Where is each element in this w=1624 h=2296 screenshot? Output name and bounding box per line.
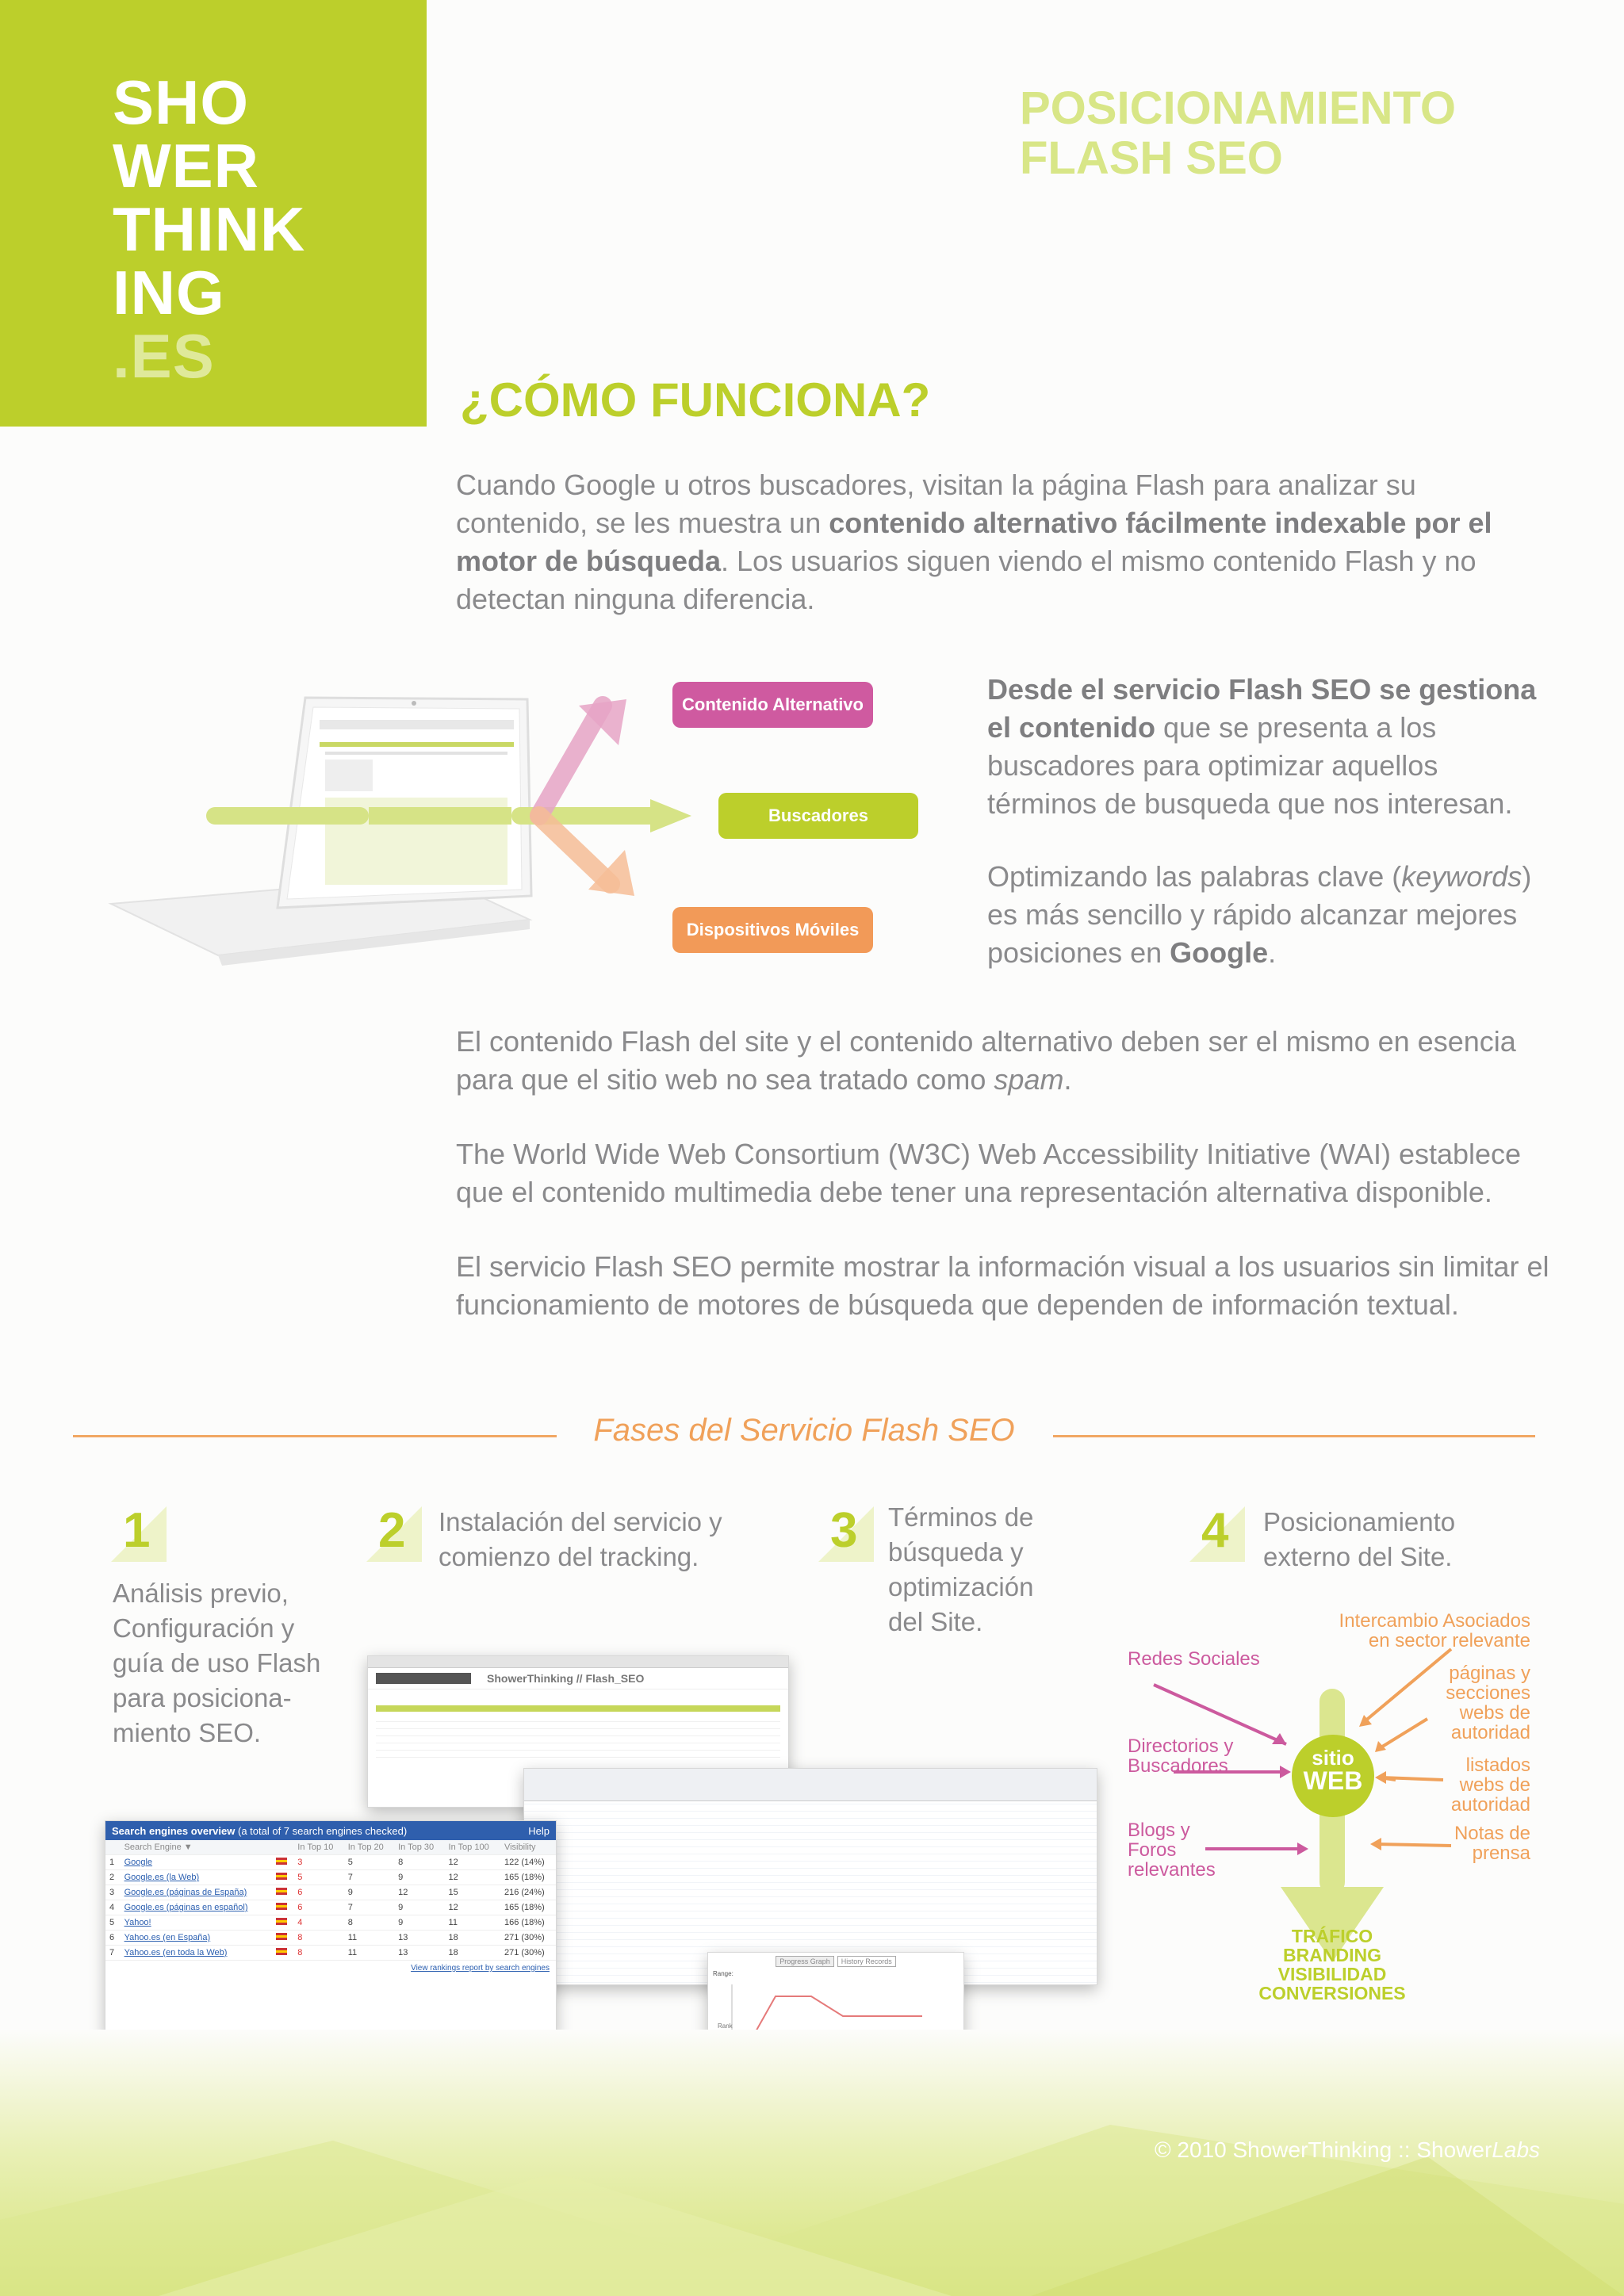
- engine-cell: 271 (30%): [500, 1931, 556, 1946]
- engine-cell: 1: [105, 1855, 121, 1870]
- engine-cell: 5: [105, 1915, 121, 1931]
- label-redes-sociales: Redes Sociales: [1128, 1648, 1260, 1670]
- engine-link[interactable]: Google: [121, 1855, 272, 1870]
- flag-icon: [272, 1931, 294, 1946]
- header-title-line1: POSICIONAMIENTO: [1020, 82, 1456, 134]
- step-2-number: 2: [378, 1503, 406, 1558]
- table-row: [105, 1931, 556, 1946]
- engine-cell: 165 (18%): [500, 1870, 556, 1885]
- engines-header-2: [272, 1840, 294, 1855]
- intro-paragraph: Cuando Google u otros buscadores, visitan la página Flash para analizar su contenido, se les muestra un contenido alternativo fácilmente indexable por el motor de búsqueda. Los usuarios siguen viendo el mismo contenido Flash y no detectan ninguna diferencia.: [456, 469, 1492, 615]
- logo-suffix: .ES: [113, 321, 215, 391]
- engine-cell: 271 (30%): [500, 1946, 556, 1961]
- pill-contenido-alternativo: Contenido Alternativo: [672, 682, 873, 728]
- body-paragraph-3: El servicio Flash SEO permite mostrar la información visual a los usuarios sin limitar el funcionamiento de motores de búsqueda que dependen de información textual.: [456, 1250, 1549, 1321]
- engine-cell: 7: [105, 1946, 121, 1961]
- engine-cell: 9: [344, 1885, 394, 1900]
- engine-cell: 5: [293, 1870, 343, 1885]
- engine-cell: 12: [445, 1855, 500, 1870]
- logo-line-2: WER: [113, 131, 259, 201]
- engines-header-7: Visibility: [500, 1840, 556, 1855]
- step-4-number: 4: [1201, 1503, 1229, 1558]
- engines-table: [105, 1840, 556, 1961]
- engine-link[interactable]: Yahoo.es (en toda la Web): [121, 1946, 272, 1961]
- label-directorios: Directorios y Buscadores: [1128, 1735, 1234, 1777]
- outcome-branding: BRANDING: [1283, 1945, 1381, 1965]
- engines-subtitle: (a total of 7 search engines checked): [237, 1824, 408, 1837]
- table-row: [105, 1870, 556, 1885]
- engine-link[interactable]: Yahoo.es (en España): [121, 1931, 272, 1946]
- label-notas: Notas de prensa: [1454, 1823, 1530, 1864]
- tab-progress-graph[interactable]: Progress Graph: [776, 1956, 834, 1967]
- step-3-text: Términos de búsqueda y optimización del Site.: [888, 1502, 1034, 1636]
- engine-cell: 7: [344, 1870, 394, 1885]
- engine-cell: 18: [445, 1946, 500, 1961]
- engine-link[interactable]: Google.es (la Web): [121, 1870, 272, 1885]
- table-row: [105, 1855, 556, 1870]
- outcome-trafico: TRÁFICO: [1291, 1926, 1373, 1946]
- engine-cell: 6: [105, 1931, 121, 1946]
- engine-cell: 15: [445, 1885, 500, 1900]
- engine-cell: 122 (14%): [500, 1855, 556, 1870]
- engine-cell: 9: [394, 1900, 444, 1915]
- engine-cell: 12: [394, 1885, 444, 1900]
- engine-cell: 2: [105, 1870, 121, 1885]
- outcome-conversiones: CONVERSIONES: [1258, 1983, 1406, 2003]
- engines-header-3: In Top 10: [293, 1840, 343, 1855]
- engine-cell: 7: [344, 1900, 394, 1915]
- divider-right: [1053, 1435, 1535, 1437]
- sitio-text: sitio: [1312, 1746, 1354, 1770]
- table-row: [105, 1915, 556, 1931]
- engines-title: Search engines overview: [112, 1824, 236, 1837]
- engine-cell: 11: [445, 1915, 500, 1931]
- flag-icon: [272, 1915, 294, 1931]
- footer-background: [0, 2030, 1624, 2296]
- engine-cell: 13: [394, 1931, 444, 1946]
- engines-header-6: In Top 100: [445, 1840, 500, 1855]
- pill-buscadores: Buscadores: [718, 793, 918, 839]
- footer-credit: © 2010 ShowerThinking :: ShowerLabs: [1155, 2137, 1541, 2162]
- engine-cell: 165 (18%): [500, 1900, 556, 1915]
- engine-cell: 13: [394, 1946, 444, 1961]
- engine-cell: 8: [293, 1931, 343, 1946]
- step-4-text: Posicionamiento externo del Site.: [1263, 1507, 1456, 1571]
- engines-header-1[interactable]: Search Engine ▼: [121, 1840, 272, 1855]
- label-blogs: Blogs y Foros relevantes: [1128, 1820, 1216, 1881]
- divider-left: [73, 1435, 557, 1437]
- flag-icon: [272, 1885, 294, 1900]
- pill-dispositivos-moviles: Dispositivos Móviles: [672, 907, 873, 953]
- engines-header-5: In Top 30: [394, 1840, 444, 1855]
- label-intercambio: Intercambio Asociados en sector relevante: [1339, 1610, 1530, 1651]
- table-row: [105, 1946, 556, 1961]
- engine-link[interactable]: Google.es (páginas de España): [121, 1885, 272, 1900]
- engine-cell: 4: [293, 1915, 343, 1931]
- engine-link[interactable]: Yahoo!: [121, 1915, 272, 1931]
- step-1-text: Análisis previo, Configuración y guía de uso Flash para posiciona-miento SEO.: [113, 1578, 321, 1747]
- engine-cell: 4: [105, 1900, 121, 1915]
- service-description: Desde el servicio Flash SEO se gestiona el contenido que se presenta a los buscadores para optimizar aquellos términos de busqueda que nos interesan.: [987, 673, 1537, 820]
- engine-cell: 18: [445, 1931, 500, 1946]
- search-engines-screenshot: [105, 1820, 557, 2036]
- sitio-web-label: [1297, 1747, 1369, 1793]
- keywords-paragraph: Optimizando las palabras clave (keywords) es más sencillo y rápido alcanzar mejores posiciones en Google.: [987, 860, 1532, 969]
- engine-cell: 11: [344, 1946, 394, 1961]
- header-title-line2: FLASH SEO: [1020, 132, 1283, 184]
- engines-footer-link[interactable]: View rankings report by search engines: [411, 1964, 550, 1973]
- engine-cell: 8: [293, 1946, 343, 1961]
- engine-cell: 9: [394, 1915, 444, 1931]
- body-paragraph-1: El contenido Flash del site y el contenido alternativo deben ser el mismo en esencia para que el sitio web no sea tratado como spam.: [456, 1025, 1516, 1096]
- engine-cell: 6: [293, 1885, 343, 1900]
- engine-cell: 8: [394, 1855, 444, 1870]
- outcome-visibilidad: VISIBILIDAD: [1277, 1964, 1387, 1984]
- engine-cell: 5: [344, 1855, 394, 1870]
- fases-title: Fases del Servicio Flash SEO: [593, 1413, 1015, 1448]
- label-paginas: páginas y secciones webs de autoridad: [1446, 1663, 1530, 1743]
- flag-icon: [272, 1946, 294, 1961]
- how-title: ¿CÓMO FUNCIONA?: [460, 373, 931, 427]
- table-row: [105, 1900, 556, 1915]
- graph-ylabel: Rank: [718, 2022, 733, 2030]
- engines-header-0: [105, 1840, 121, 1855]
- logo-line-3: THINK: [113, 194, 306, 264]
- engine-cell: 12: [445, 1900, 500, 1915]
- engine-cell: 166 (18%): [500, 1915, 556, 1931]
- logo-block: [0, 0, 427, 427]
- logo-line-4: ING: [113, 258, 225, 327]
- engine-cell: 8: [344, 1915, 394, 1931]
- graph-range-label: Range:: [713, 1970, 733, 1977]
- engine-cell: 12: [445, 1870, 500, 1885]
- engine-cell: 11: [344, 1931, 394, 1946]
- web-text: WEB: [1303, 1766, 1363, 1795]
- flag-icon: [272, 1900, 294, 1915]
- flag-icon: [272, 1870, 294, 1885]
- table-row: [105, 1885, 556, 1900]
- step-2-text: Instalación del servicio y comienzo del tracking.: [439, 1507, 722, 1571]
- outcomes-list: [1237, 1927, 1427, 2003]
- engine-cell: 9: [394, 1870, 444, 1885]
- engine-cell: 3: [293, 1855, 343, 1870]
- body-paragraph-2: The World Wide Web Consortium (W3C) Web Accessibility Initiative (WAI) establece que el contenido multimedia debe tener una representación alternativa disponible.: [456, 1138, 1522, 1208]
- tracking-brand: ShowerThinking // Flash_SEO: [487, 1672, 645, 1685]
- logo-line-1: SHO: [113, 67, 250, 137]
- engine-link[interactable]: Google.es (páginas en español): [121, 1900, 272, 1915]
- engines-help[interactable]: Help: [528, 1824, 550, 1837]
- engine-cell: 3: [105, 1885, 121, 1900]
- flag-icon: [272, 1855, 294, 1870]
- engines-header-4: In Top 20: [344, 1840, 394, 1855]
- engine-cell: 216 (24%): [500, 1885, 556, 1900]
- label-listados: listados webs de autoridad: [1450, 1755, 1530, 1816]
- engine-cell: 6: [293, 1900, 343, 1915]
- step-1-number: 1: [123, 1503, 151, 1558]
- step-3-number: 3: [830, 1503, 858, 1558]
- tab-history-records[interactable]: History Records: [837, 1956, 896, 1967]
